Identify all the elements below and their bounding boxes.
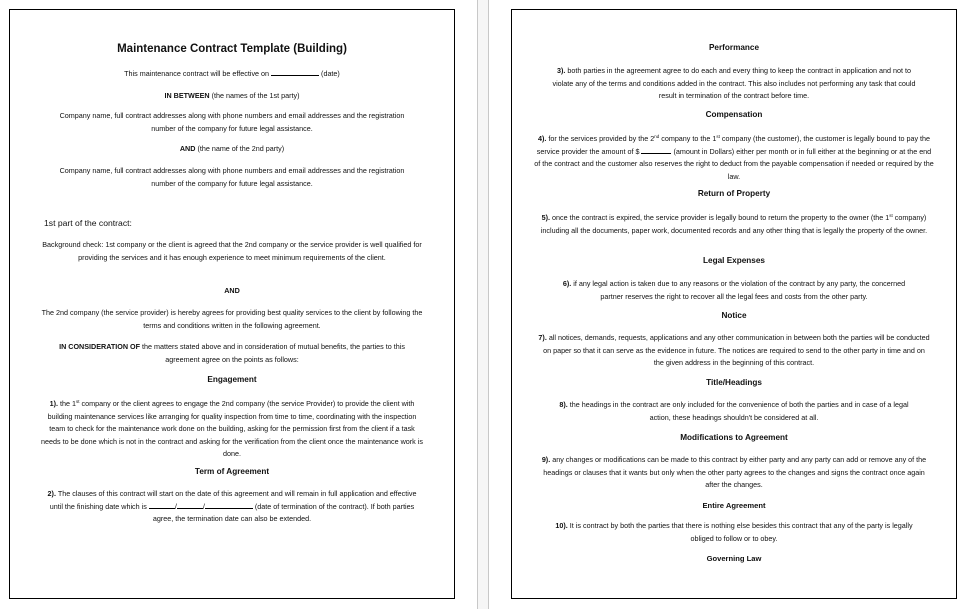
clause-2: 2). The clauses of this contract will start on the date of this agreement and will remain in full application and effective until the finishing date which is / / (date of termination of the contract). If both parties agree, the termination date can also be extended. (47, 489, 417, 524)
effective-date-line: This maintenance contract will be effective on (date) (124, 69, 340, 78)
and-center: AND (224, 286, 240, 295)
section-heading-title-headings: Title/Headings (706, 378, 762, 387)
termination-day-blank[interactable] (149, 502, 175, 509)
clause-10: 10). It is contract by both the parties that there is nothing else besides this contract that any of the party is legally obliged to follow or to obey. (555, 521, 913, 543)
document-page-1 (9, 9, 455, 599)
section-heading-legal-expenses: Legal Expenses (703, 256, 765, 265)
amount-blank[interactable] (641, 147, 671, 154)
background-check: Background check: 1st company or the client is agreed that the 2nd company or the service provider is well qualified for providing the services and it has enough experience to meet minimum requirements of the client. (42, 240, 422, 262)
clause-9: 9). any changes or modifications can be made to this contract by either party and any party can add or remove any of the headings or clauses that it wants but only when the other party agrees to the changes and signs the contract once again after the changes. (541, 455, 927, 490)
termination-month-blank[interactable] (177, 502, 203, 509)
section-heading-compensation: Compensation (705, 110, 763, 119)
termination-year-blank[interactable] (205, 502, 253, 509)
page-separator (477, 0, 489, 609)
party1-details: Company name, full contract addresses along with phone numbers and email addresses and the registration number of the company for future legal assistance. (59, 111, 405, 133)
service-provider-clause: The 2nd company (the service provider) is hereby agrees for providing best quality services to the client by following the terms and conditions written in the following agreement. (41, 308, 423, 330)
party2-details: Company name, full contract addresses along with phone numbers and email addresses and the registration number of the company for future legal assistance. (59, 166, 405, 188)
clause-5: 5). once the contract is expired, the service provider is legally bound to return the property to the owner (the 1st company) including all the documents, paper work, documented records and any other thing that is legally the property of the owner. (540, 213, 928, 235)
section-heading-return-property: Return of Property (697, 189, 771, 198)
part1-heading: 1st part of the contract: (44, 218, 132, 228)
section-heading-performance: Performance (708, 43, 760, 52)
clause-4: 4). for the services provided by the 2nd company to the 1st company (the customer), the customer is legally bound to pay the service provider the amount of $ (amount in Dollars) either per month or in full either at the beginning or at the end of the contract and the customer also reserves the right to deduct from the payable compensation if needed or required by the law. (534, 134, 934, 181)
effective-date-blank[interactable] (271, 69, 319, 76)
section-heading-notice: Notice (721, 311, 747, 320)
document-title: Maintenance Contract Template (Building) (117, 43, 347, 55)
document-page-2 (511, 9, 957, 599)
clause-7: 7). all notices, demands, requests, applications and any other communication in between both the parties will be conducted on paper so that it can serve as the evidence in future. The notices are required to send to the other party in time and on the given address in the beginning of this contract. (538, 333, 930, 368)
and-line: AND (the name of the 2nd party) (179, 144, 285, 153)
section-heading-engagement: Engagement (207, 375, 257, 384)
clause-6: 6). if any legal action is taken due to any reasons or the violation of the contract by any party, the concerned partner reserves the right to recover all the legal fees and costs from the other party. (562, 279, 906, 301)
section-heading-modifications: Modifications to Agreement (680, 433, 788, 442)
clause-1: 1). the 1st company or the client agrees to engage the 2nd company (the service Provider) to provide the client with building maintenance services like arranging for quality inspection from time to time, coordinating with the inspection team to check for the maintenance work done on the building, asking for the permission first from the client if a task needs to be done which is not in the contract and asking for the verification from the client once the maintenance work is done. (41, 399, 423, 459)
section-heading-governing-law: Governing Law (706, 554, 762, 563)
section-heading-entire-agreement: Entire Agreement (702, 501, 766, 510)
clause-8: 8). the headings in the contract are only included for the convenience of both the parties and in case of a legal action, these headings shouldn't be considered at all. (559, 400, 909, 422)
clause-3: 3). both parties in the agreement agree to do each and every thing to keep the contract in application and not to violate any of the terms and conditions added in the contract. This also includes not performing any task that could result in termination of the contract before time. (552, 66, 916, 101)
between-line: IN BETWEEN (the names of the 1st party) (164, 91, 300, 100)
consideration-clause: IN CONSIDERATION OF the matters stated above and in consideration of mutual benefits, the parties to this agreement agree on the points as follows: (59, 342, 405, 364)
section-heading-term: Term of Agreement (194, 467, 270, 476)
